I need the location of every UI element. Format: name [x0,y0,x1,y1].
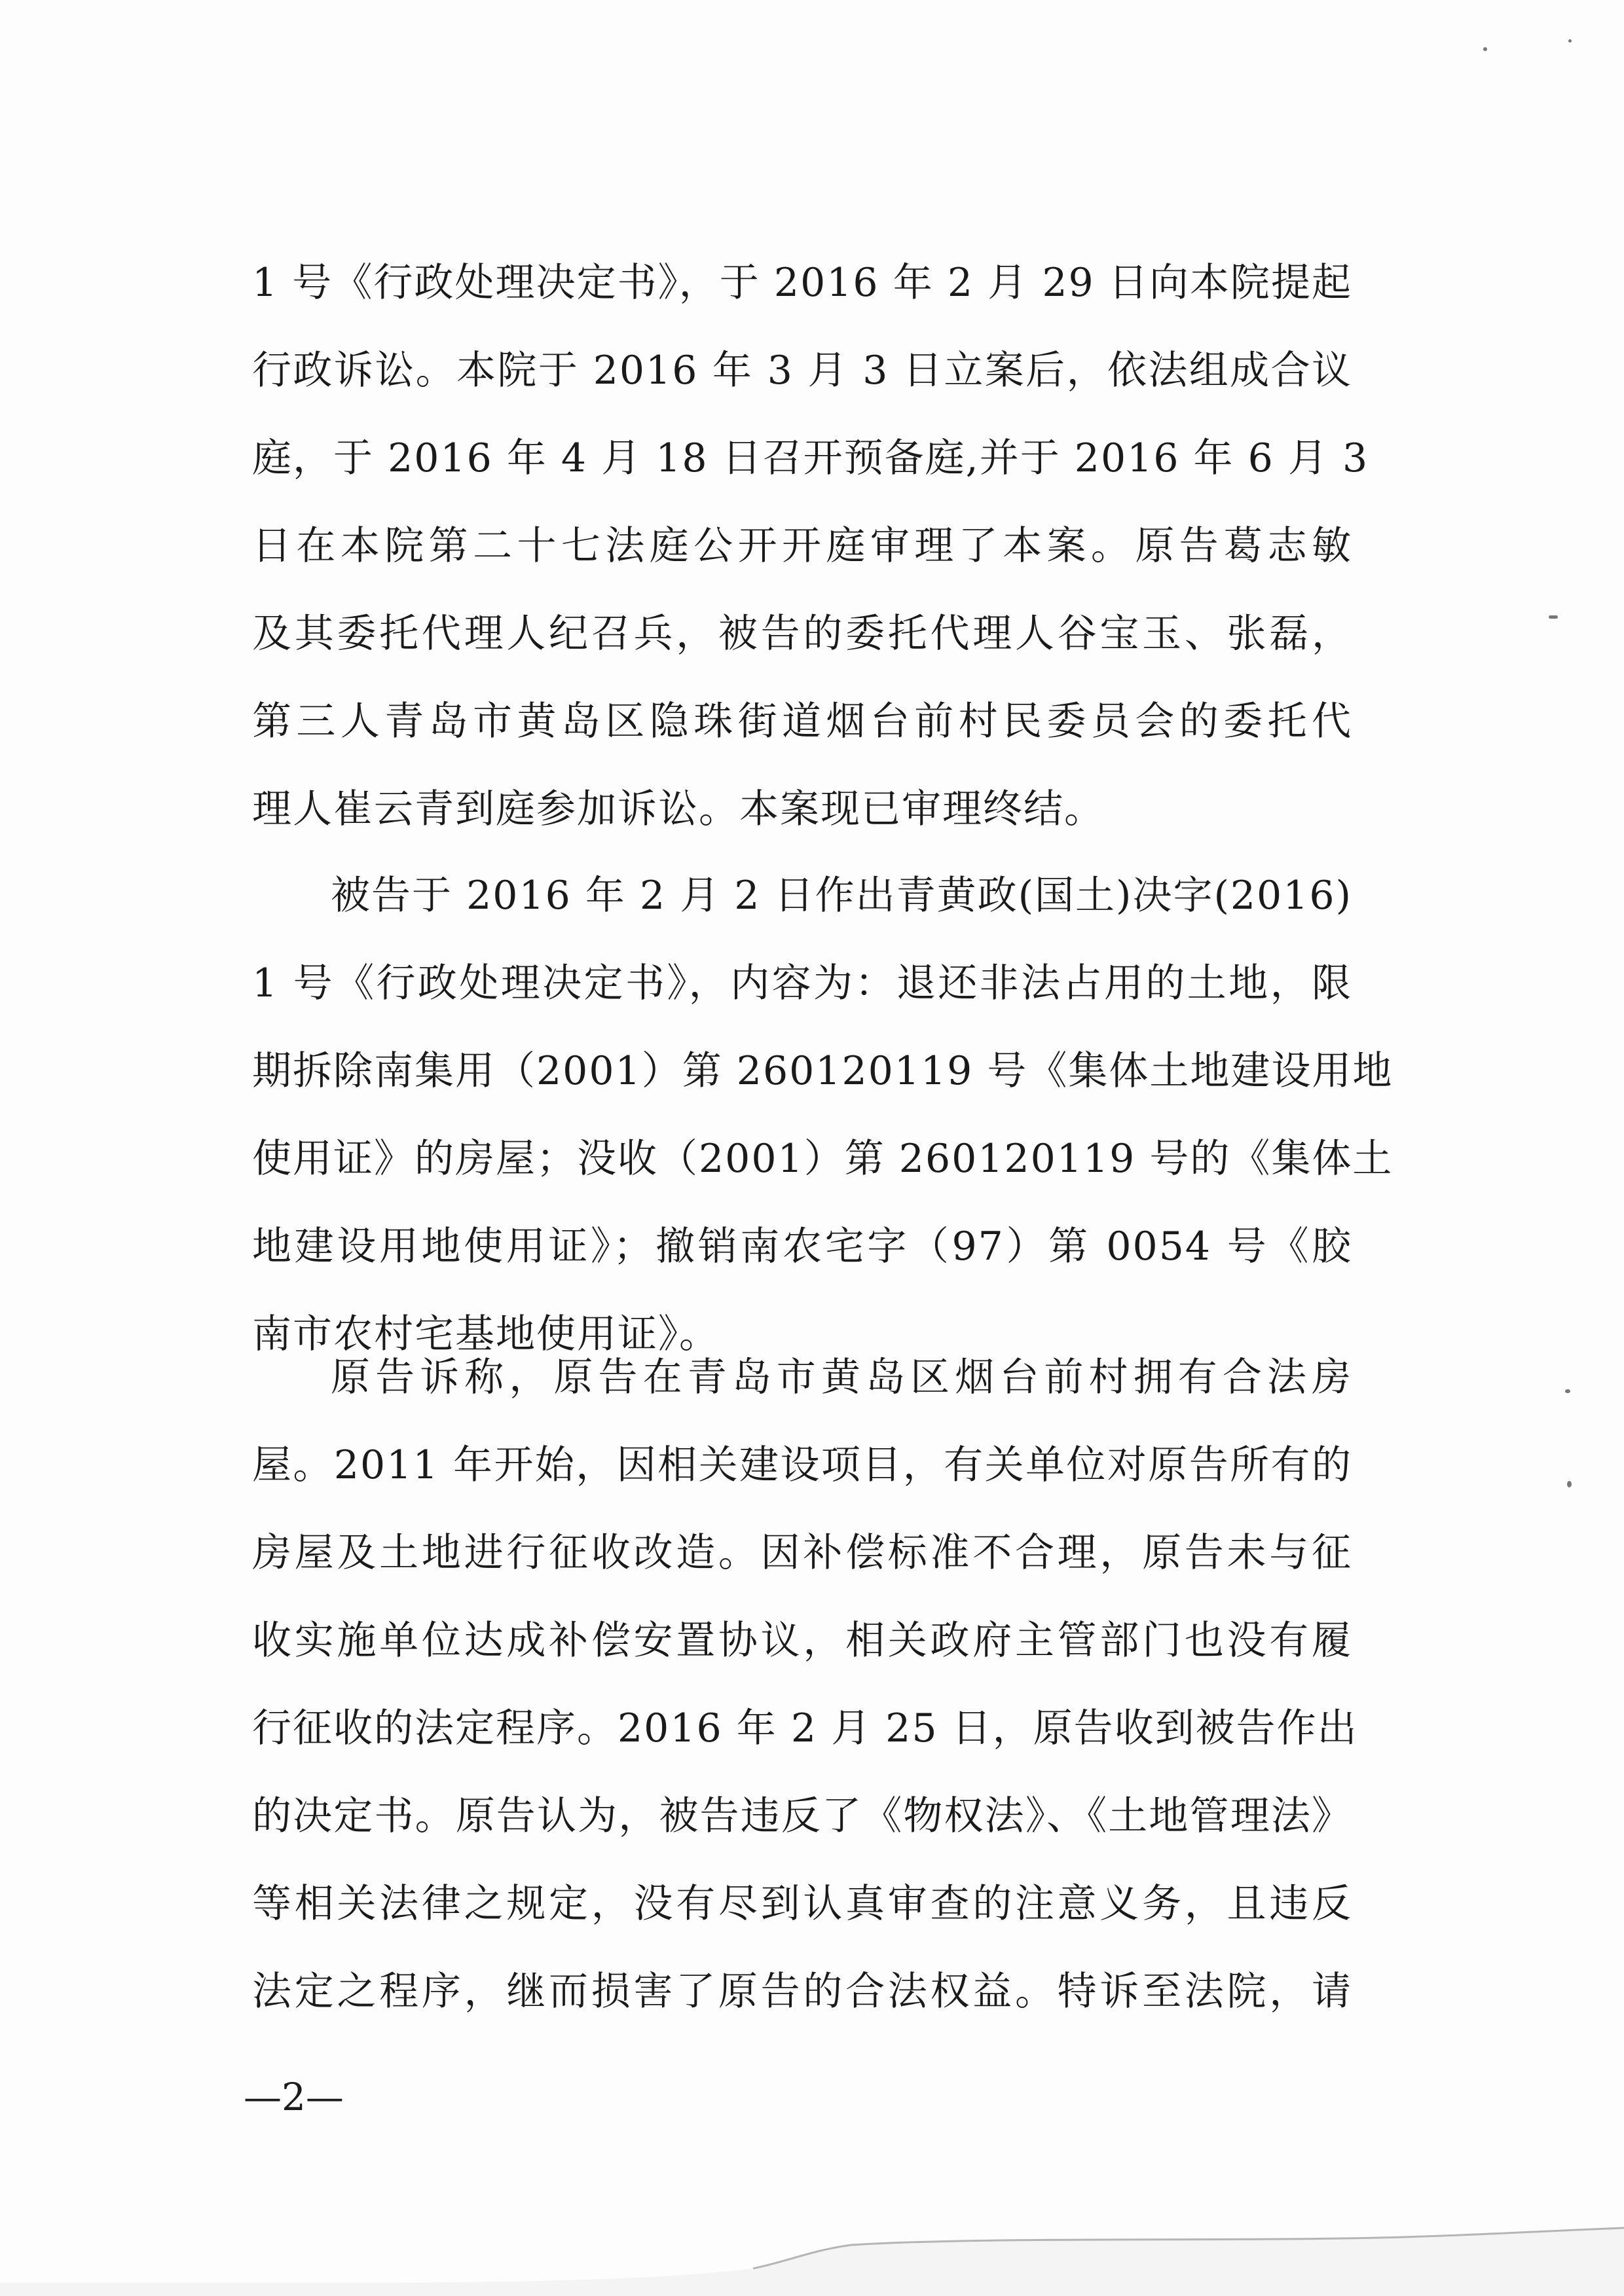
page-number: —2— [244,2075,344,2119]
paragraph-plaintiff-claim [252,1334,1358,2035]
paragraph-administrative-decision [252,852,1393,1378]
text-line: 屋。2011 年开始，因相关建设项目，有关单位对原告所有的 [252,1442,1352,1488]
text-line: 南市农村宅基地使用证》。 [252,1311,720,1357]
text-line: 日在本院第二十七法庭公开开庭审理了本案。原告葛志敏 [252,523,1352,569]
text-line-indented: 被告于 2016 年 2 月 2 日作出青黄政(国土)决字(2016) [331,873,1352,919]
text-line: 收实施单位达成补偿安置协议，相关政府主管部门也没有履 [252,1618,1352,1664]
scan-speck [1565,1389,1570,1393]
text-line: 庭，于 2016 年 4 月 18 日召开预备庭,并于 2016 年 6 月 3 [252,435,1369,481]
torn-page-edge [0,2185,1624,2296]
text-line: 及其委托代理人纪召兵，被告的委托代理人谷宝玉、张磊， [252,611,1352,657]
text-line: 第三人青岛市黄岛区隐珠街道烟台前村民委员会的委托代 [252,699,1352,744]
text-line: 的决定书。原告认为，被告违反了《物权法》、《土地管理法》 [252,1793,1352,1839]
text-line: 使用证》的房屋；没收（2001）第 260120119 号的《集体土 [252,1136,1393,1182]
paragraph-case-procedure [252,239,1369,853]
text-line-indented: 原告诉称，原告在青岛市黄岛区烟台前村拥有合法房 [331,1355,1352,1400]
text-line: 期拆除南集用（2001）第 260120119 号《集体土地建设用地 [252,1048,1393,1094]
text-line: 等相关法律之规定，没有尽到认真审查的注意义务，且违反 [252,1881,1352,1927]
text-line: 法定之程序，继而损害了原告的合法权益。特诉至法院，请 [252,1969,1352,2014]
text-line: 1 号《行政处理决定书》，于 2016 年 2 月 29 日向本院提起 [252,260,1352,306]
scan-speck [1568,39,1572,43]
text-line: 行征收的法定程序。2016 年 2 月 25 日，原告收到被告作出 [252,1705,1358,1751]
scan-speck [1567,1481,1572,1487]
text-line: 理人崔云青到庭参加诉讼。本案现已审理终结。 [252,786,1105,832]
scan-speck [1483,47,1487,51]
text-line: 地建设用地使用证》；撤销南农宅字（97）第 0054 号《胶 [252,1224,1352,1269]
text-line: 行政诉讼。本院于 2016 年 3 月 3 日立案后，依法组成合议 [252,348,1352,393]
scan-speck [1549,615,1558,619]
text-line: 房屋及土地进行征收改造。因补偿标准不合理，原告未与征 [252,1530,1352,1576]
text-line: 1 号《行政处理决定书》，内容为：退还非法占用的土地，限 [252,960,1352,1006]
